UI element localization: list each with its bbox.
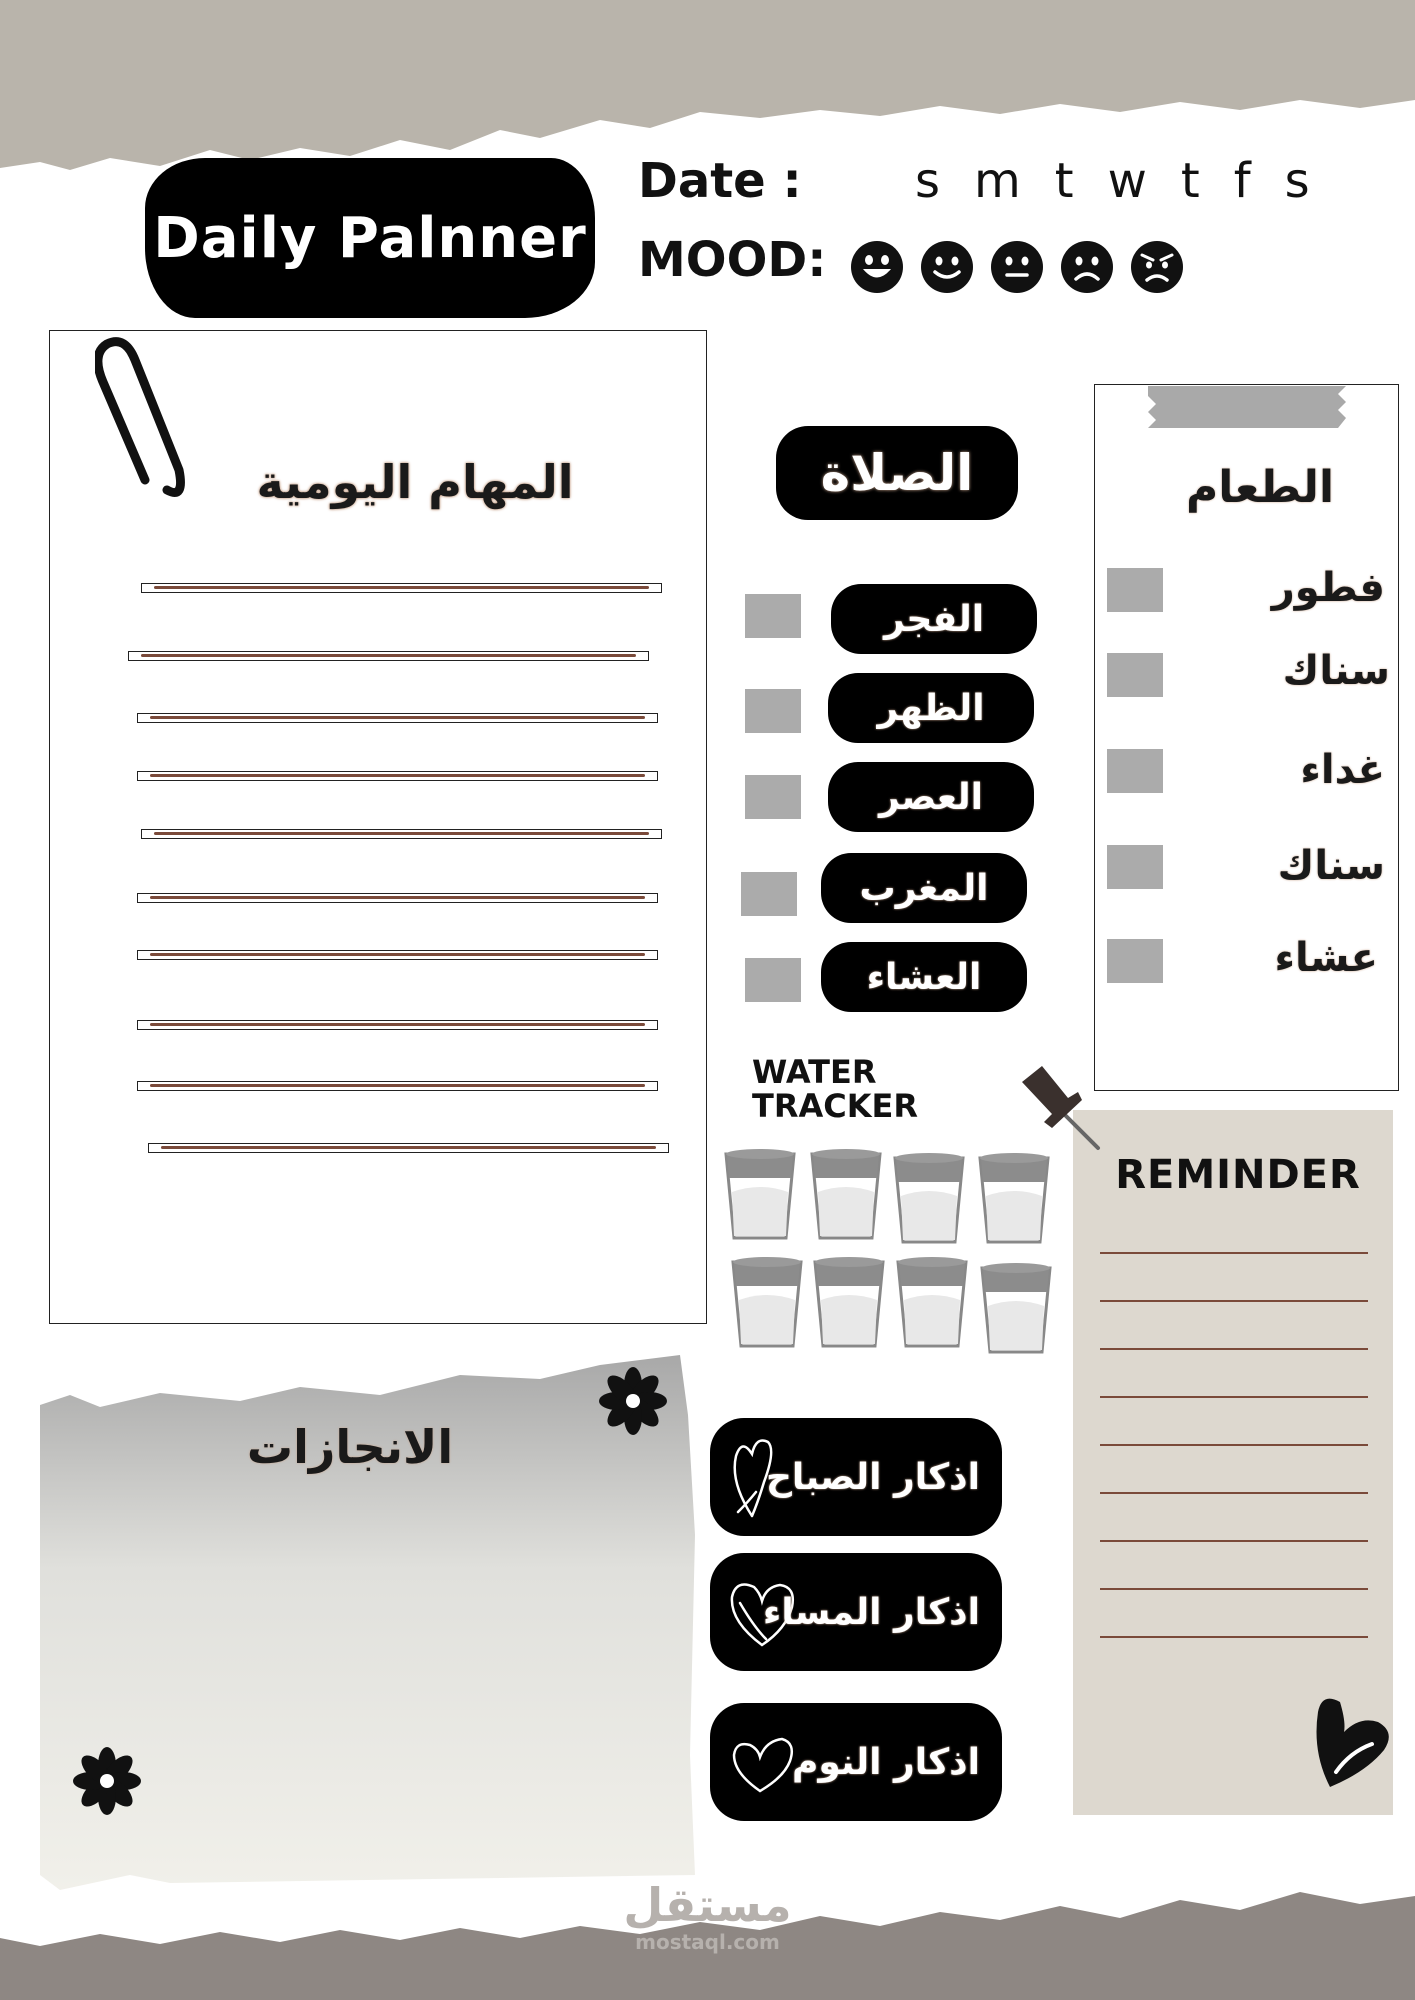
water-title-line2: TRACKER [752,1087,919,1125]
dhikr-morning[interactable] [710,1418,1002,1536]
dhikr-sleep[interactable] [710,1703,1002,1821]
angry-face-icon[interactable] [1130,240,1184,294]
task-line[interactable] [128,651,649,661]
reminder-line[interactable] [1100,1444,1368,1446]
meal-dinner-label: عشاء [1274,935,1378,981]
meal-snack2-checkbox[interactable] [1107,845,1163,889]
prayer-dhuhr [828,673,1034,743]
watermark-url: mostaql.com [635,1930,780,1954]
meal-dinner-checkbox[interactable] [1107,939,1163,983]
prayer-title: الصلاة [820,444,974,502]
day-sat[interactable]: s [1284,153,1310,209]
reminder-line[interactable] [1100,1540,1368,1542]
reminder-line[interactable] [1100,1348,1368,1350]
paperclip-icon [95,330,195,510]
reminder-line[interactable] [1100,1492,1368,1494]
task-line[interactable] [137,1020,658,1030]
water-title-line1: WATER [752,1053,877,1091]
reminder-line[interactable] [1100,1636,1368,1638]
weekday-selector [915,153,1310,209]
meal-breakfast-checkbox[interactable] [1107,568,1163,612]
task-line[interactable] [137,950,658,960]
push-pin-icon [1012,1062,1102,1152]
prayer-maghrib-checkbox[interactable] [741,872,797,916]
flower-icon [72,1746,142,1816]
task-line[interactable] [137,771,658,781]
day-fri[interactable]: f [1233,153,1251,209]
grinning-face-icon[interactable] [850,240,904,294]
water-glass-icon[interactable] [724,1148,796,1243]
mood-label: MOOD: [638,232,827,288]
water-glass-icon[interactable] [810,1148,882,1243]
prayer-fajr-checkbox[interactable] [745,594,801,638]
daily-tasks-title: المهام اليومية [256,455,574,509]
meal-lunch-checkbox[interactable] [1107,749,1163,793]
task-line[interactable] [137,893,658,903]
prayer-fajr [831,584,1037,654]
heart-icon [1310,1692,1394,1792]
watermark-arabic: مستقل [623,1878,792,1932]
prayer-asr-checkbox[interactable] [745,775,801,819]
flower-icon [598,1366,668,1436]
prayer-label: الفجر [883,598,985,640]
water-glass-icon[interactable] [980,1262,1052,1357]
prayer-label: المغرب [859,867,989,909]
prayer-isha [821,942,1027,1012]
frowning-face-icon[interactable] [1060,240,1114,294]
smiling-face-icon[interactable] [920,240,974,294]
dhikr-evening[interactable] [710,1553,1002,1671]
prayer-label: العصر [878,776,984,818]
meal-snack-checkbox[interactable] [1107,653,1163,697]
title-banner [145,158,595,318]
task-line[interactable] [137,713,658,723]
dhikr-label: اذكار الصباح [765,1456,980,1498]
task-line[interactable] [141,583,662,593]
prayer-asr [828,762,1034,832]
reminder-line[interactable] [1100,1252,1368,1254]
day-wed[interactable]: w [1107,153,1147,209]
achievements-title: الانجازات [246,1420,454,1474]
meal-breakfast-label: فطور [1271,565,1385,611]
reminder-line[interactable] [1100,1396,1368,1398]
water-tracker-title [752,1055,918,1123]
water-glass-icon[interactable] [893,1152,965,1247]
day-tue[interactable]: t [1054,153,1074,209]
prayer-isha-checkbox[interactable] [745,958,801,1002]
food-title: الطعام [1185,462,1335,513]
heart-outline-icon [724,1717,800,1807]
reminder-line[interactable] [1100,1588,1368,1590]
meal-snack-label: سناك [1282,648,1390,694]
tape-strip [1148,386,1346,428]
neutral-face-icon[interactable] [990,240,1044,294]
task-line[interactable] [137,1081,658,1091]
mood-selector [850,240,1184,294]
dhikr-label: اذكار النوم [791,1741,980,1783]
watermark [600,1880,815,1954]
water-glass-icon[interactable] [813,1256,885,1351]
meal-lunch-label: غداء [1300,747,1385,793]
page-title: Daily Palnner [153,205,587,271]
prayer-label: الظهر [877,687,985,729]
water-glass-icon[interactable] [978,1152,1050,1247]
day-sun[interactable]: s [915,153,941,209]
date-label: Date : [638,153,802,209]
task-line[interactable] [148,1143,669,1153]
reminder-title: REMINDER [1115,1152,1361,1198]
prayer-dhuhr-checkbox[interactable] [745,689,801,733]
water-glass-icon[interactable] [731,1256,803,1351]
water-glass-icon[interactable] [896,1256,968,1351]
prayer-maghrib [821,853,1027,923]
meal-snack2-label: سناك [1277,843,1385,889]
prayer-title-banner [776,426,1018,520]
dhikr-label: اذكار المساء [762,1591,980,1633]
day-mon[interactable]: m [974,153,1021,209]
prayer-label: العشاء [866,956,982,998]
day-thu[interactable]: t [1180,153,1200,209]
task-line[interactable] [141,829,662,839]
reminder-line[interactable] [1100,1300,1368,1302]
